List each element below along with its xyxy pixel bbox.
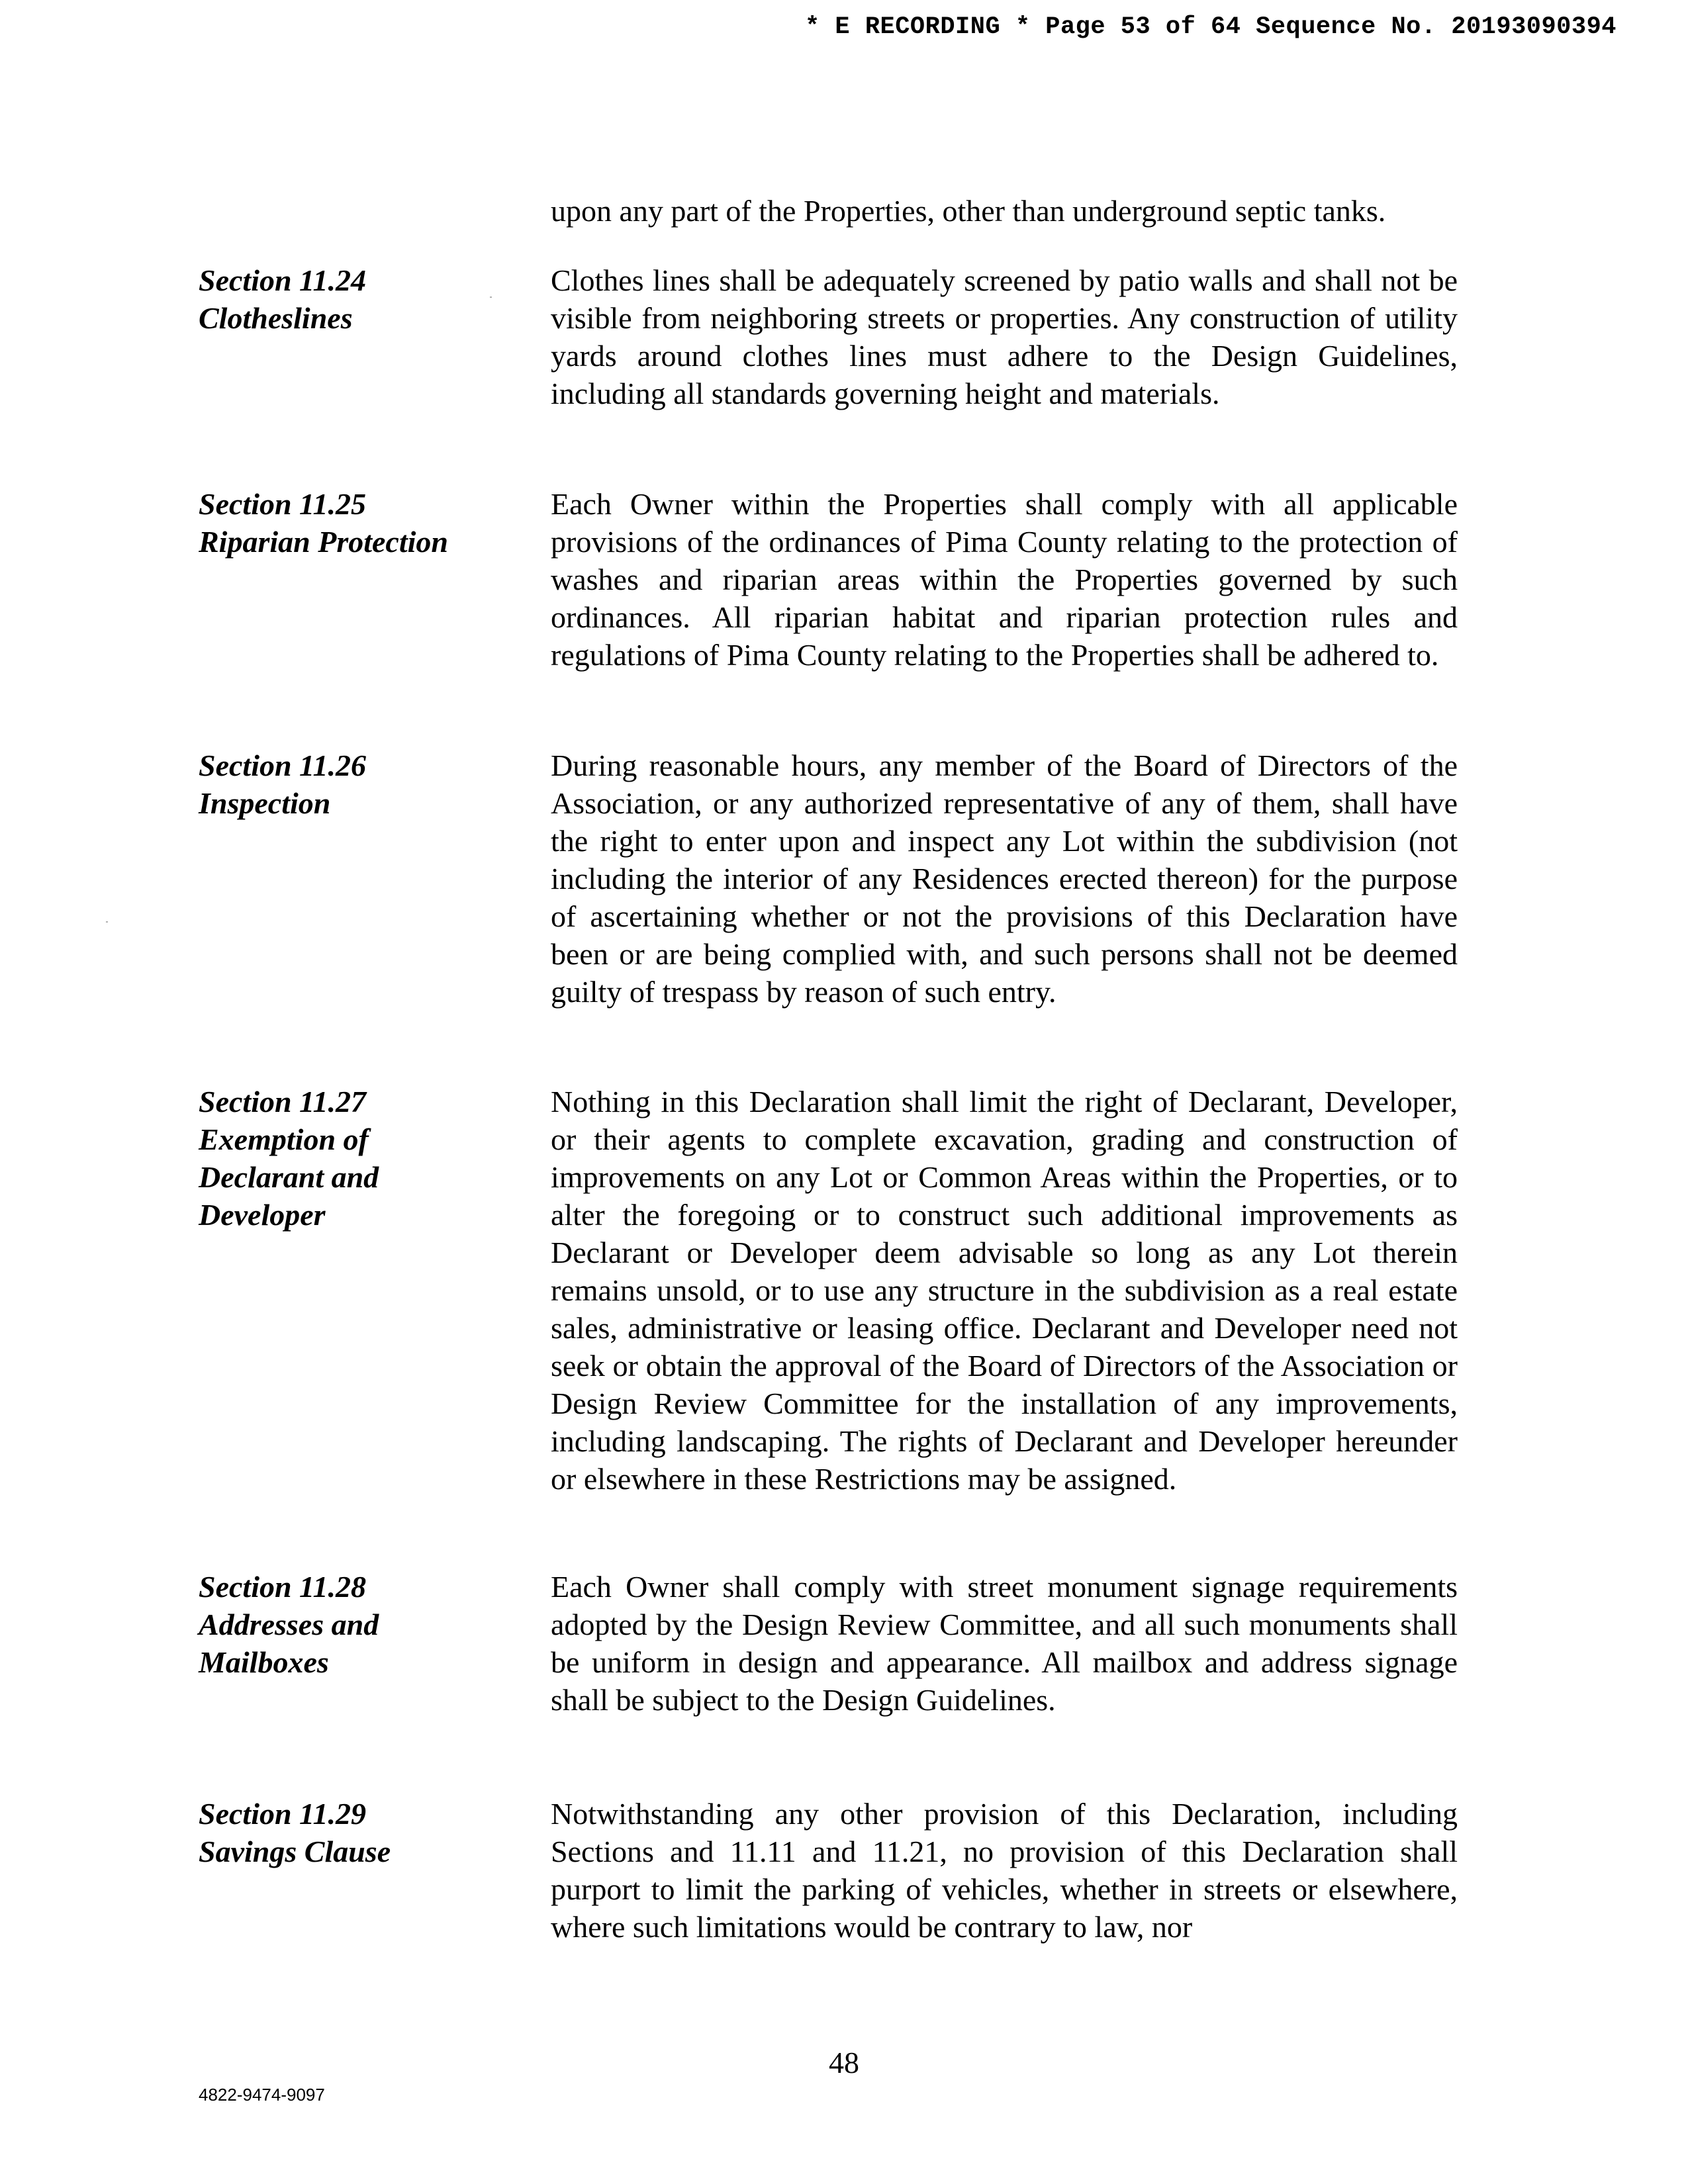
section-number: Section 11.28	[199, 1570, 367, 1604]
section-title-line-3: Developer	[199, 1198, 326, 1232]
scan-speck	[490, 296, 492, 298]
section-body: Each Owner within the Properties shall comply with all applicable provisions of the ordinances of Pima County relating to the protection of washes and riparian areas within the Properties governed by such ordinances. All riparian habitat and riparian protection rules and regulations of Pima County relating to the Properties shall be adhered to.	[551, 487, 1458, 672]
section-number: Section 11.26	[199, 749, 367, 782]
section-body: Clothes lines shall be adequately screened by patio walls and shall not be visible from neighboring streets or properties. Any construction of utility yards around clothes lines must adhere to the Design Guidelines, including all standards governing height and materials.	[551, 263, 1458, 410]
section-heading	[199, 261, 516, 337]
section-title-line-1: Exemption of	[199, 1122, 369, 1156]
section-body: During reasonable hours, any member of the Board of Directors of the Association, or any authorized representative of any of them, shall have the right to enter upon and inspect any Lot within the subdivision (not including the interior of any Residences erected thereon) for the purpose of ascertaining whether or not the provisions of this Declaration have been or are being complied with, and such persons shall not be deemed guilty of trespass by reason of such entry.	[551, 749, 1458, 1009]
section-body: Notwithstanding any other provision of this Declaration, including Sections and 11.11 and 11.21, no provision of this Declaration shall purport to limit the parking of vehicles, whether in streets or elsewhere, where such limitations would be contrary to law, nor	[551, 1797, 1458, 1944]
section-heading	[199, 1568, 516, 1681]
section-number: Section 11.27	[199, 1085, 367, 1118]
section-heading	[199, 485, 516, 561]
section-title: Riparian Protection	[199, 525, 448, 559]
section-number: Section 11.25	[199, 487, 367, 521]
section-heading	[199, 1795, 516, 1870]
section-title: Inspection	[199, 786, 331, 820]
section-body: Nothing in this Declaration shall limit the right of Declarant, Developer, or their agents to complete excavation, grading and construction of improvements on any Lot or Common Areas within the Properties, or to alter the foregoing or to construct such additional improvements as Declarant or Developer deem advisable so long as any Lot therein remains unsold, or to use any structure in the subdivision as a real estate sales, administrative or leasing office. Declarant and Developer need not seek or obtain the approval of the Board of Directors of the Association or Design Review Committee for the installation of any improvements, including landscaping. The rights of Declarant and Developer hereunder or elsewhere in these Restrictions may be assigned.	[551, 1085, 1458, 1496]
scan-speck	[106, 921, 108, 923]
section-heading	[199, 747, 516, 822]
section-number: Section 11.24	[199, 263, 367, 297]
recording-stamp: * E RECORDING * Page 53 of 64 Sequence No. 20193090394	[805, 13, 1617, 41]
section-heading	[199, 1083, 516, 1234]
section-title-line-2: Mailboxes	[199, 1645, 329, 1679]
section-title: Clotheslines	[199, 301, 353, 335]
section-body: Each Owner shall comply with street monument signage requirements adopted by the Design Review Committee, and all such monuments shall be uniform in design and appearance. All mailbox and address signage shall be subject to the Design Guidelines.	[551, 1570, 1458, 1717]
section-title: Savings Clause	[199, 1835, 391, 1868]
section-title-line-2: Declarant and	[199, 1160, 379, 1194]
section-number: Section 11.29	[199, 1797, 367, 1831]
document-id: 4822-9474-9097	[199, 2085, 325, 2105]
page-number: 48	[829, 2046, 859, 2079]
section-title-line-1: Addresses and	[199, 1608, 379, 1641]
continuation-paragraph: upon any part of the Properties, other than underground septic tanks.	[551, 194, 1386, 228]
